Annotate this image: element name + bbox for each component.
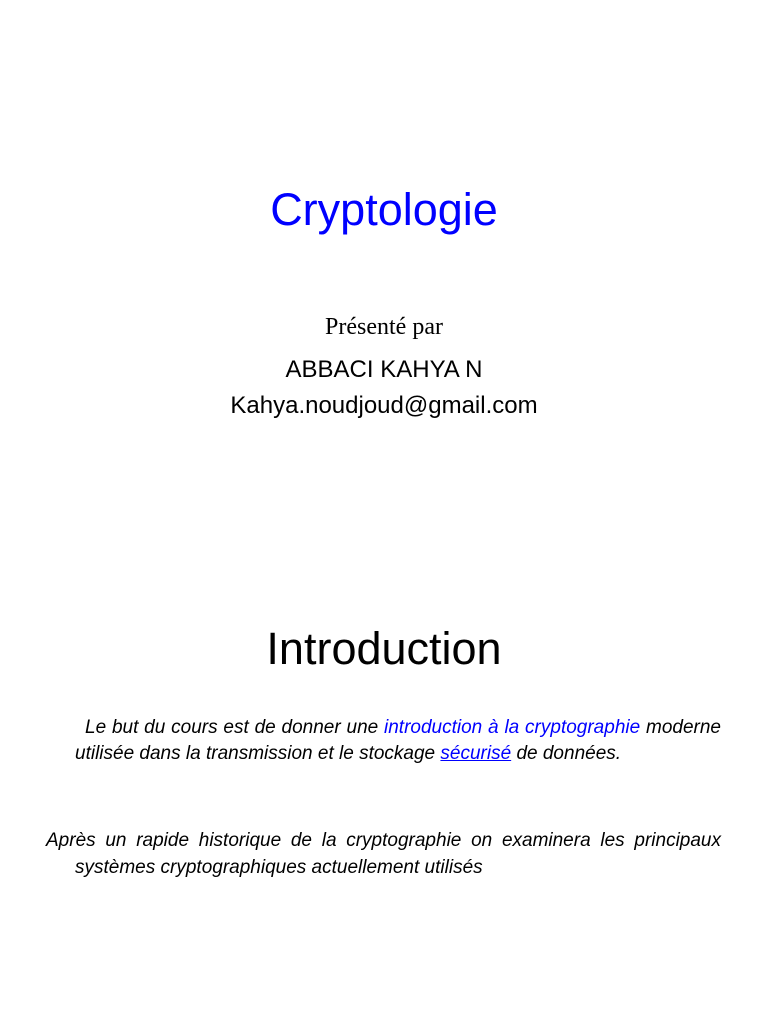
presented-by-label: Présenté par bbox=[325, 314, 443, 340]
intro-paragraph bbox=[75, 715, 721, 767]
intro-highlight-text: introduction à la cryptographie bbox=[384, 717, 641, 738]
overview-paragraph: Après un rapide historique de la cryptographie on examinera les principaux systèmes cryptographiques actuellement utilisés bbox=[46, 830, 721, 878]
intro-text-middle: moderne utilisée dans la transmission et le stockage bbox=[75, 717, 721, 764]
securise-link[interactable]: sécurisé bbox=[440, 743, 512, 764]
author-email: Kahya.noudjoud@gmail.com bbox=[230, 392, 538, 419]
document-title: Cryptologie bbox=[270, 184, 498, 235]
intro-text-start: Le but du cours est de donner une bbox=[85, 717, 385, 738]
author-name: ABBACI KAHYA N bbox=[285, 356, 483, 383]
section-heading: Introduction bbox=[266, 623, 502, 674]
intro-text-end: de données. bbox=[511, 743, 622, 764]
